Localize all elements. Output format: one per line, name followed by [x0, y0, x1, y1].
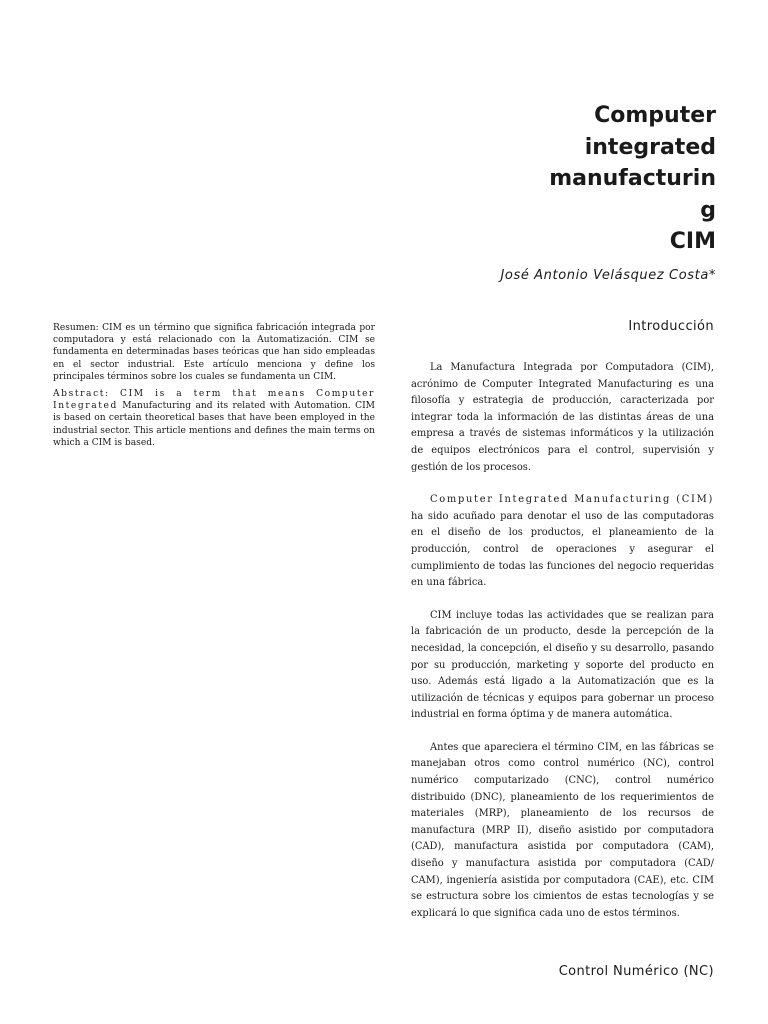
author-name: José Antonio Velásquez Costa*: [500, 268, 716, 283]
resumen-paragraph: Resumen: CIM es un término que significa fabricación integrada por computadora y está relacionado con la Automatización. CIM se fundamenta en determinadas bases teóricas que han sido empleadas en el sector industrial. Este artículo menciona y define los principales términos sobre los cuales se fundamenta un CIM.: [53, 323, 375, 382]
body-paragraph-3: CIM incluye todas las actividades que se realizan para la fabricación de un producto, desde la percepción de la necesidad, la concepción, el diseño y su desarrollo, pasando por su producción, marketing y soporte del producto en uso. Además está ligado a la Automatización que es la utilización de técnicas y equipos para gobernar un proceso industrial en forma óptima y de manera automática.: [411, 609, 714, 721]
section-heading-introduccion: Introducción: [628, 319, 714, 334]
body-column: [411, 360, 714, 938]
title-line-1: Computer: [594, 103, 716, 128]
abstract-column: [53, 322, 375, 454]
title-line-4: g: [700, 197, 716, 223]
abstract-label: Abstract: CIM is a term that means Computer Integrated: [53, 389, 375, 412]
abstract-paragraph: [53, 388, 375, 449]
title-line-3: manufacturin: [549, 166, 716, 191]
cim-spaced-term: Computer Integrated Manufacturing (CIM): [430, 494, 714, 506]
body-paragraph-4: Antes que apareciera el término CIM, en las fábricas se manejaban otros como control numérico (NC), control numérico computarizado (CNC), control numérico distribuido (DNC), planeamiento de los requerimientos de materiales (MRP), planeamiento de los recursos de manufactura (MRP II), diseño asistido por computadora (CAD), manufactura asistida por computadora (CAM), diseño y manufactura asistida por computadora (CAD/ CAM), ingeniería asistida por computadora (CAE), etc. CIM se estructura sobre los cimientos de estas tecnologías y se explicará lo que significa cada uno de estos términos.: [411, 741, 714, 919]
title-line-2: integrated: [584, 134, 716, 160]
body-paragraph-1: La Manufactura Integrada por Computadora (CIM), acrónimo de Computer Integrated Manufacturing es una filosofía y estrategia de producción, caracterizada por integrar toda la información de las distintas áreas de una empresa a través de sistemas informáticos y la utilización de equipos electrónicos para el control, supervisión y gestión de los procesos.: [411, 362, 714, 473]
body-paragraph-2: [411, 492, 714, 592]
title-line-5: CIM: [669, 229, 716, 254]
section-heading-control-numerico: Control Numérico (NC): [558, 964, 714, 979]
article-title: [456, 100, 716, 258]
abstract-text: Manufacturing and its related with Automation. CIM is based on certain theoretical bases that have been employed in the industrial sector. This article mentions and defines the main terms on which a CIM is based.: [53, 401, 375, 448]
body-paragraph-2-text: ha sido acuñado para denotar el uso de las computadoras en el diseño de los productos, el planeamiento de la producción, control de operaciones y asegurar el cumplimiento de todas las funciones del negocio requeridas en una fábrica.: [411, 510, 714, 589]
